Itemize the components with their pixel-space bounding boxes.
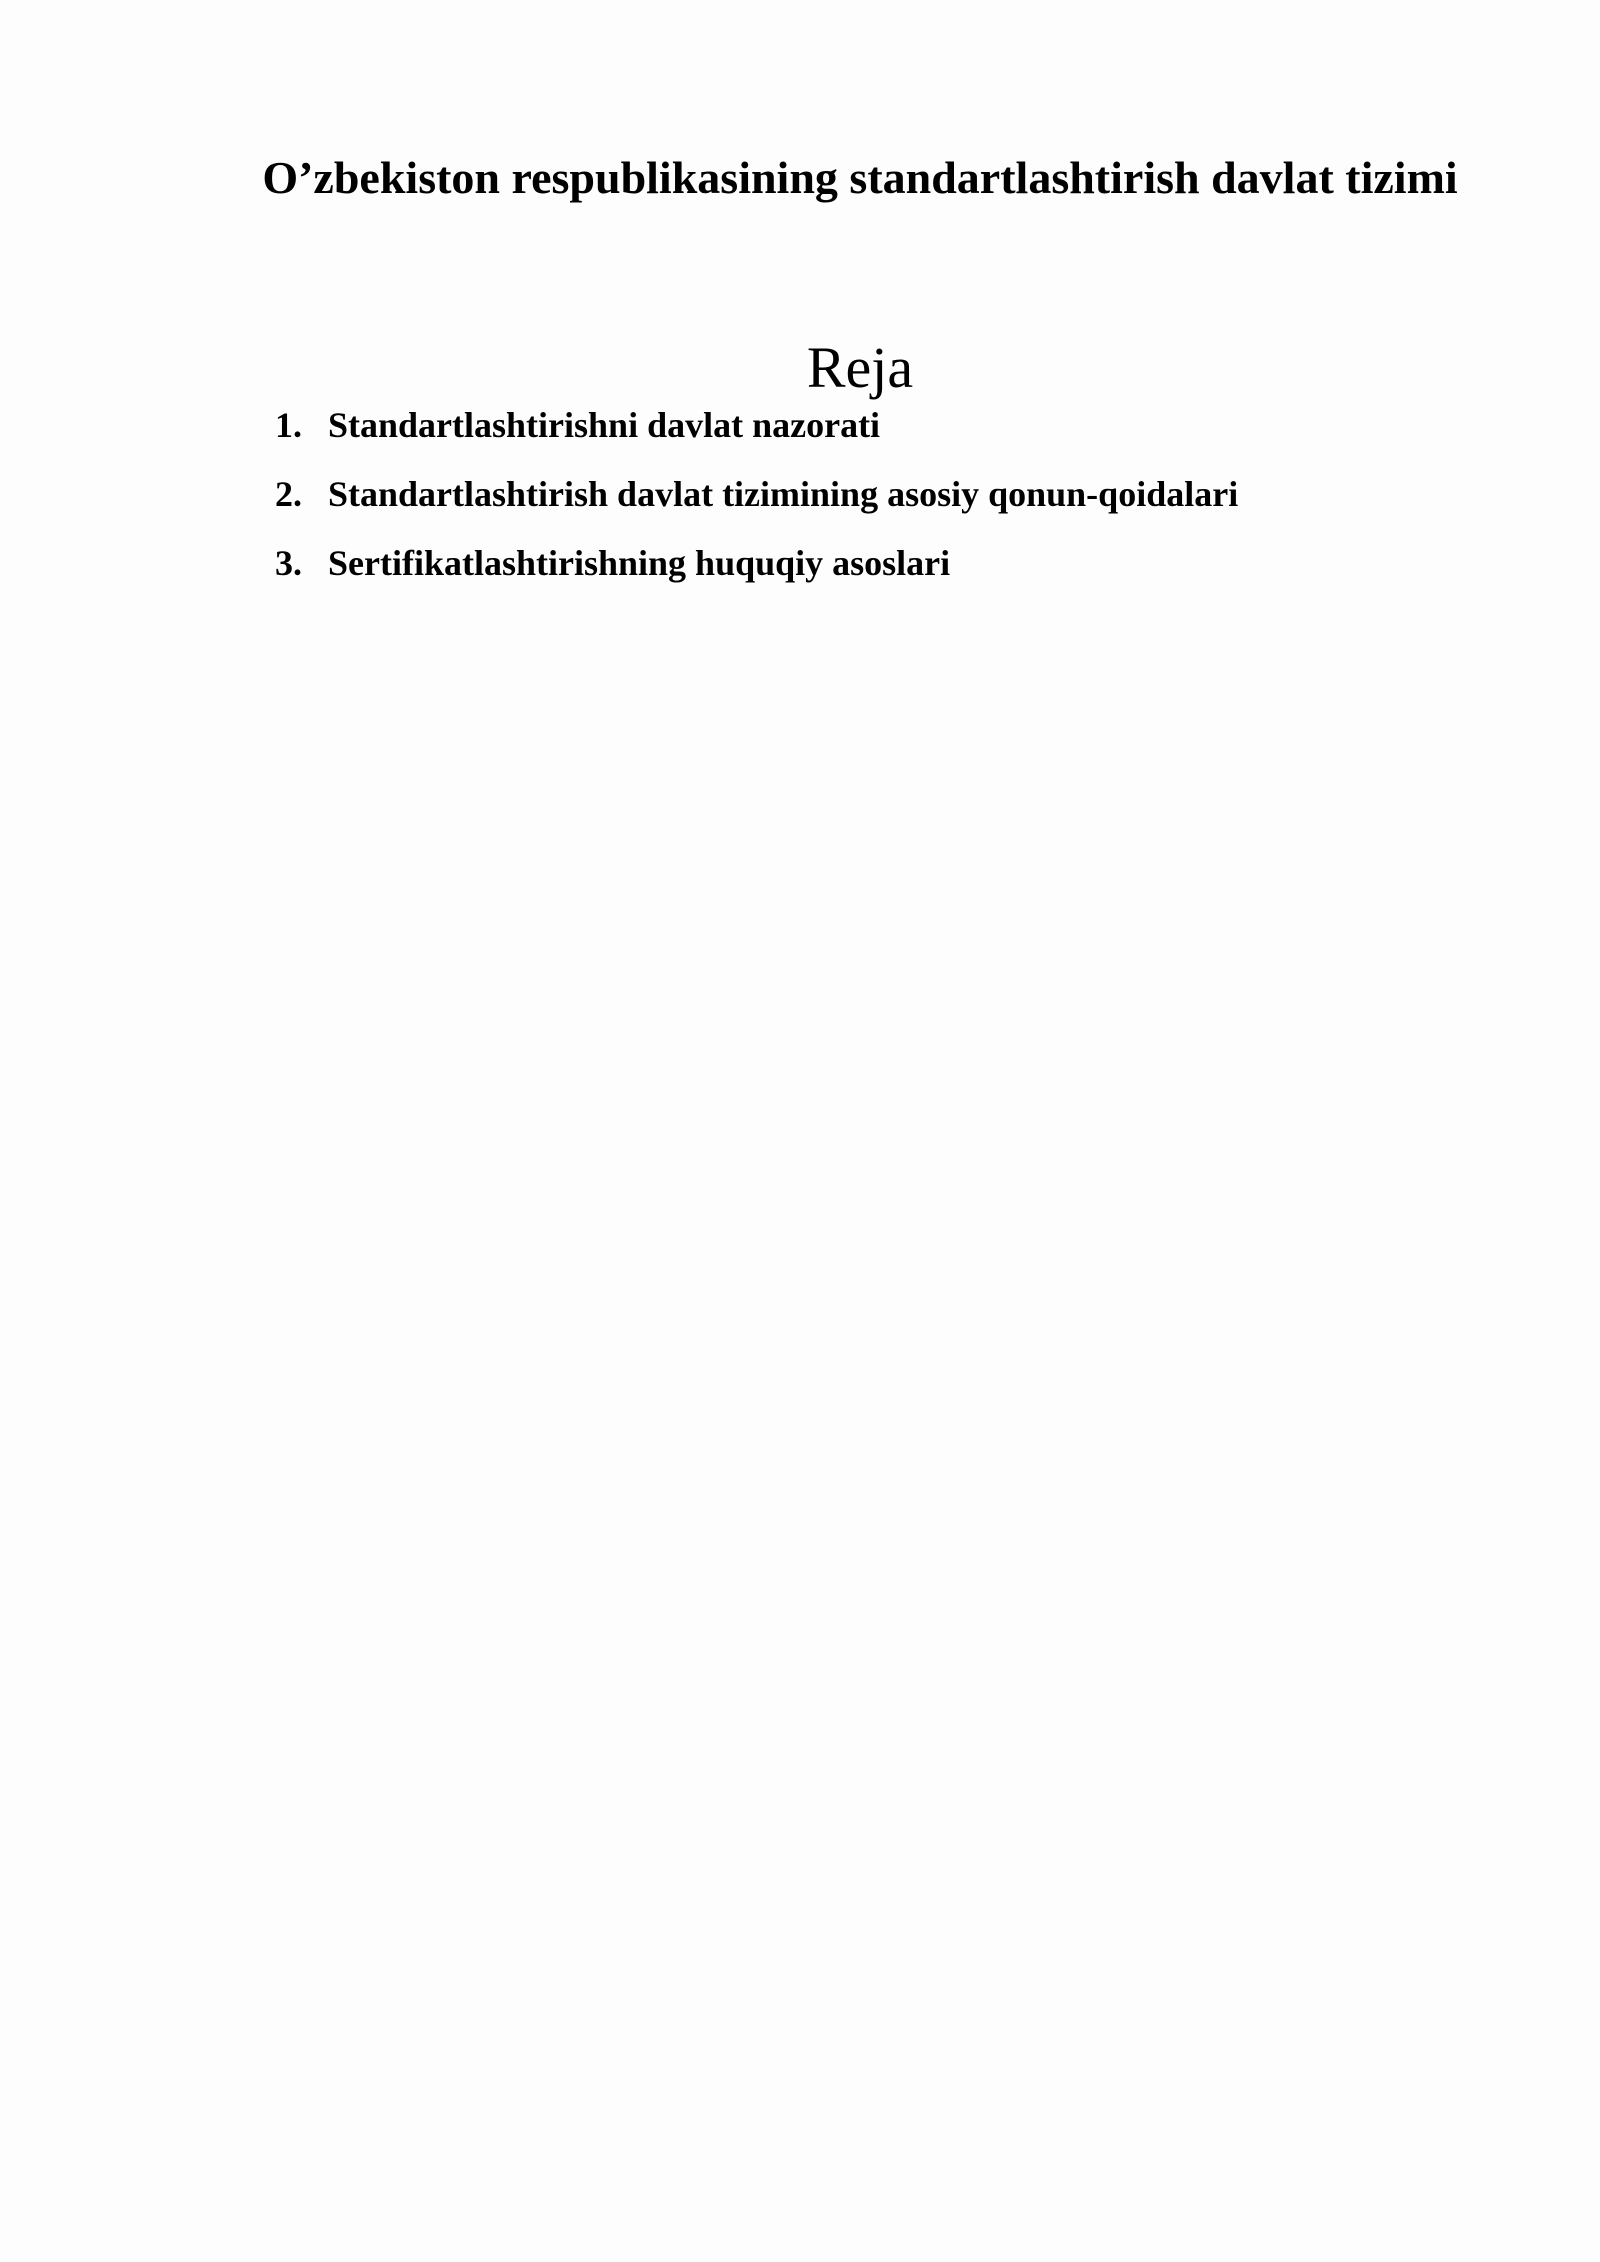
plan-heading: Reja: [806, 335, 914, 400]
plan-list: [275, 400, 1238, 607]
plan-item-text: Sertifikatlashtirishning huquqiy asoslari: [328, 543, 951, 583]
plan-item-number: 1.: [275, 405, 302, 445]
plan-item-2: [275, 469, 1238, 519]
plan-item-number: 3.: [275, 543, 302, 583]
plan-item-number: 2.: [275, 474, 302, 514]
plan-item-3: [275, 538, 1238, 588]
plan-item-1: [275, 400, 1238, 450]
plan-item-text: Standartlashtirishni davlat nazorati: [328, 405, 881, 445]
document-title: O’zbekiston respublikasining standartlashtirish davlat tizimi: [262, 152, 1458, 203]
plan-item-text: Standartlashtirish davlat tizimining asosiy qonun-qoidalari: [328, 474, 1239, 514]
